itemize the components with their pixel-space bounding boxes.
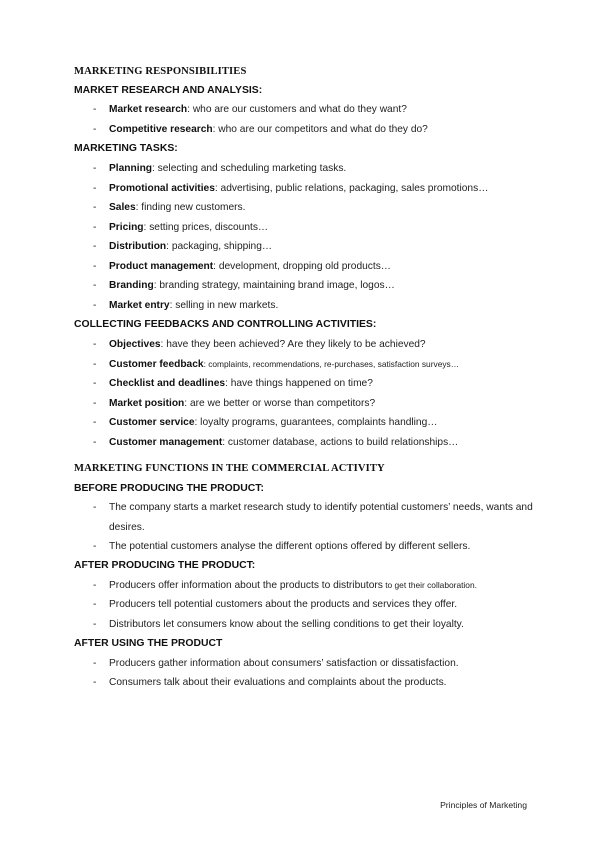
bullet-dash: - — [93, 261, 97, 272]
item-term: Product management — [109, 261, 214, 272]
item-text-small: to get their collaboration. — [382, 580, 477, 590]
item-term: Customer service — [109, 417, 195, 428]
item-text: Producers gather information about consumers’ satisfaction or dissatisfaction. — [109, 658, 459, 669]
bullet-dash: - — [93, 280, 97, 291]
heading-feedback: COLLECTING FEEDBACKS AND CONTROLLING ACTIVITIES: — [74, 319, 377, 330]
item-term: Market research — [109, 104, 188, 115]
bullet-dash: - — [93, 541, 97, 552]
bullet-dash: - — [93, 241, 97, 252]
item-text: : are we better or worse than competitors? — [184, 398, 376, 409]
item-text: : setting prices, discounts… — [143, 222, 269, 233]
item-text: : have they been achieved? Are they likely to be achieved? — [160, 339, 426, 350]
bullet-dash: - — [93, 502, 97, 513]
item-text: : loyalty programs, guarantees, complaints handling… — [194, 417, 438, 428]
item-text: : who are our customers and what do they want? — [187, 104, 407, 115]
item-text: : selecting and scheduling marketing tasks. — [152, 163, 347, 174]
heading-before-producing: BEFORE PRODUCING THE PRODUCT: — [74, 483, 264, 494]
item-text: : branding strategy, maintaining brand image, logos… — [153, 280, 395, 291]
bullet-dash: - — [93, 437, 97, 448]
bullet-dash: - — [93, 163, 97, 174]
heading-after-using: AFTER USING THE PRODUCT — [74, 638, 223, 649]
item-text: Distributors let consumers know about the selling conditions to get their loyalty. — [109, 619, 464, 630]
bullet-dash: - — [93, 398, 97, 409]
item-text: : have things happened on time? — [225, 378, 373, 389]
item-term: Customer management — [109, 437, 223, 448]
bullet-dash: - — [93, 202, 97, 213]
item-term: Branding — [109, 280, 154, 291]
item-text: Producers tell potential customers about the products and services they offer. — [109, 599, 458, 610]
item-text: : finding new customers. — [135, 202, 246, 213]
bullet-dash: - — [93, 658, 97, 669]
list-item — [93, 498, 533, 538]
bullet-dash: - — [93, 300, 97, 311]
bullet-dash: - — [93, 417, 97, 428]
item-text: The potential customers analyse the different options offered by different sellers. — [109, 541, 471, 552]
heading-after-producing: AFTER PRODUCING THE PRODUCT: — [74, 560, 256, 571]
item-term: Planning — [109, 163, 153, 174]
item-text: : selling in new markets. — [169, 300, 279, 311]
item-term: Promotional activities — [109, 183, 215, 194]
bullet-dash: - — [93, 580, 97, 591]
page-footer: Principles of Marketing — [440, 800, 527, 810]
section-title-responsibilities: MARKETING RESPONSIBILITIES — [74, 66, 247, 77]
bullet-dash: - — [93, 104, 97, 115]
item-term: Checklist and deadlines — [109, 378, 226, 389]
item-text: : advertising, public relations, packaging, sales promotions… — [214, 183, 489, 194]
item-term: Objectives — [109, 339, 161, 350]
heading-marketing-tasks: MARKETING TASKS: — [74, 143, 178, 154]
bullet-dash: - — [93, 677, 97, 688]
bullet-dash: - — [93, 339, 97, 350]
item-text: : packaging, shipping… — [166, 241, 273, 252]
item-term: Market entry — [109, 300, 170, 311]
bullet-dash: - — [93, 599, 97, 610]
item-term: Pricing — [109, 222, 144, 233]
item-text: Producers offer information about the products to distributors — [109, 580, 383, 591]
heading-market-research: MARKET RESEARCH AND ANALYSIS: — [74, 85, 263, 96]
item-text: The company starts a market research study to identify potential customers’ needs, wants and desires. — [109, 502, 533, 533]
bullet-dash: - — [93, 124, 97, 135]
item-text: : customer database, actions to build relationships… — [222, 437, 459, 448]
bullet-dash: - — [93, 222, 97, 233]
item-text: : development, dropping old products… — [213, 261, 391, 272]
item-text: Consumers talk about their evaluations and complaints about the products. — [109, 677, 447, 688]
bullet-dash: - — [93, 619, 97, 630]
bullet-dash: - — [93, 378, 97, 389]
item-text: : who are our competitors and what do they do? — [212, 124, 428, 135]
item-text: : complaints, recommendations, re-purchases, satisfaction surveys… — [203, 359, 460, 369]
item-term: Customer feedback — [109, 359, 204, 370]
section-title-functions: MARKETING FUNCTIONS IN THE COMMERCIAL ACTIVITY — [74, 463, 385, 474]
item-term: Market position — [109, 398, 185, 409]
item-term: Competitive research — [109, 124, 213, 135]
item-term: Sales — [109, 202, 136, 213]
bullet-dash: - — [93, 359, 97, 370]
item-term: Distribution — [109, 241, 167, 252]
bullet-dash: - — [93, 183, 97, 194]
